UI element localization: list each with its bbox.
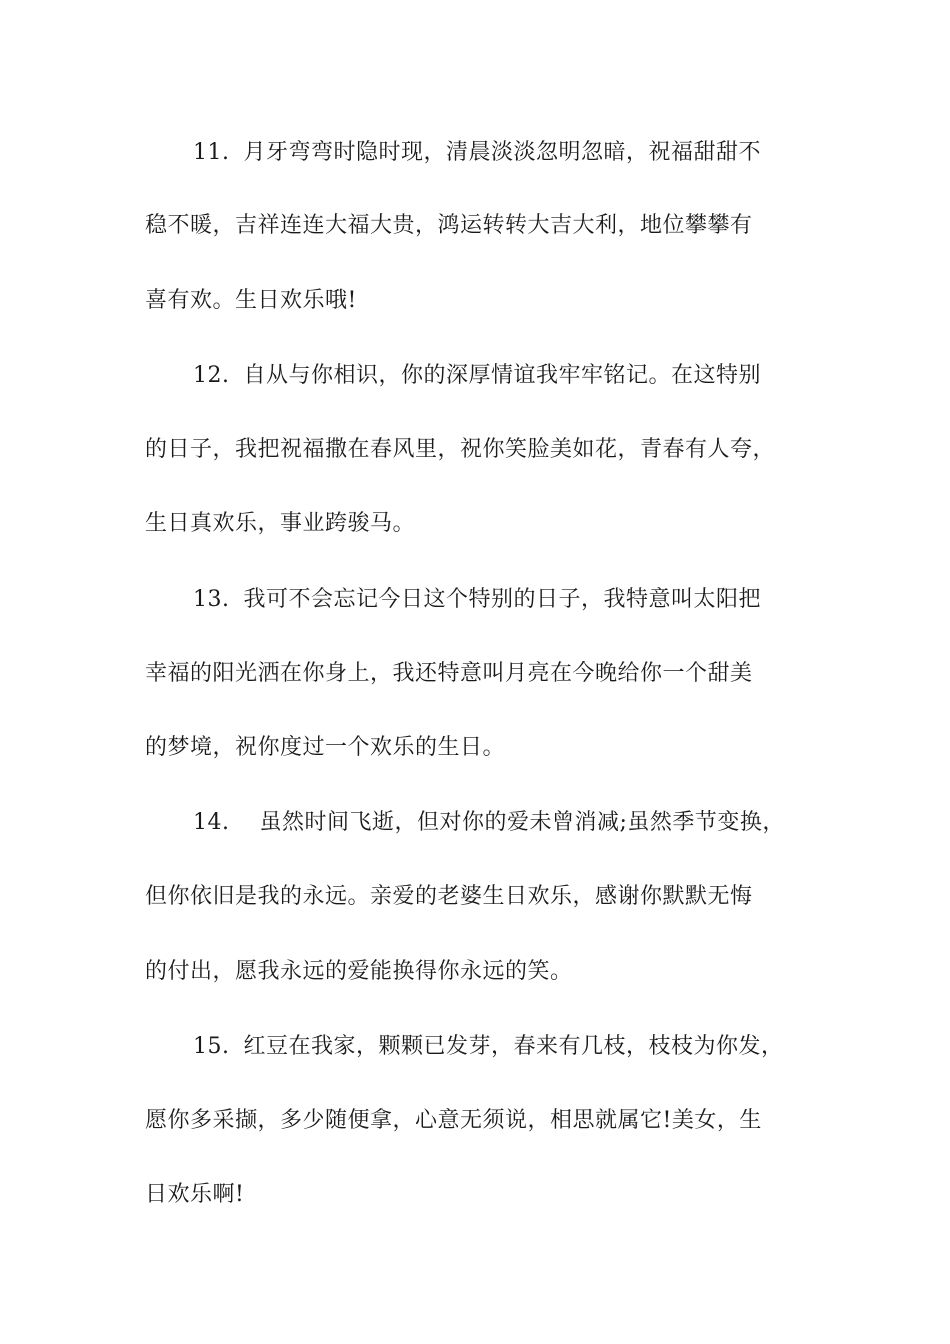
paragraph-14-line-2: 但你依旧是我的永远。亲爱的老婆生日欢乐，感谢你默默无悔 [145, 884, 753, 909]
paragraph-15-line-3: 日欢乐啊! [145, 1182, 245, 1207]
paragraph-number: 15. [193, 1034, 230, 1059]
paragraph-13-line-3: 的梦境，祝你度过一个欢乐的生日。 [145, 735, 506, 760]
paragraph-13-line-1 [193, 585, 863, 615]
paragraph-text: 红豆在我家，颗颗已发芽，春来有几枝，枝枝为你发， [243, 1034, 784, 1059]
paragraph-12-line-3: 生日真欢乐，事业跨骏马。 [145, 511, 416, 536]
paragraph-11-line-2: 稳不暖，吉祥连连大福大贵，鸿运转转大吉大利，地位攀攀有 [145, 213, 753, 238]
paragraph-14-line-3: 的付出，愿我永远的爱能换得你永远的笑。 [145, 959, 573, 984]
paragraph-number: 12. [193, 363, 230, 388]
paragraph-number: 14. [193, 810, 230, 835]
paragraph-number: 13. [193, 587, 230, 612]
paragraph-11-line-3: 喜有欢。生日欢乐哦! [145, 288, 357, 313]
paragraph-number: 11. [193, 140, 230, 165]
paragraph-15-line-2: 愿你多采撷，多少随便拿，心意无须说，相思就属它!美女，生 [145, 1108, 762, 1133]
paragraph-text: 虽然时间飞逝，但对你的爱未曾消减;虽然季节变换， [259, 810, 785, 835]
paragraph-13-line-2: 幸福的阳光洒在你身上，我还特意叫月亮在今晚给你一个甜美 [145, 661, 753, 686]
paragraph-12-line-2: 的日子，我把祝福撒在春风里，祝你笑脸美如花，青春有人夸， [145, 437, 776, 462]
paragraph-15-line-1 [193, 1032, 863, 1062]
paragraph-11-line-1 [193, 138, 863, 168]
paragraph-14-line-1 [193, 808, 863, 838]
paragraph-12-line-1 [193, 361, 863, 391]
paragraph-text: 我可不会忘记今日这个特别的日子，我特意叫太阳把 [243, 587, 762, 612]
paragraph-text: 月牙弯弯时隐时现，清晨淡淡忽明忽暗，祝福甜甜不 [243, 140, 762, 165]
paragraph-text: 自从与你相识，你的深厚情谊我牢牢铭记。在这特别 [243, 363, 762, 388]
